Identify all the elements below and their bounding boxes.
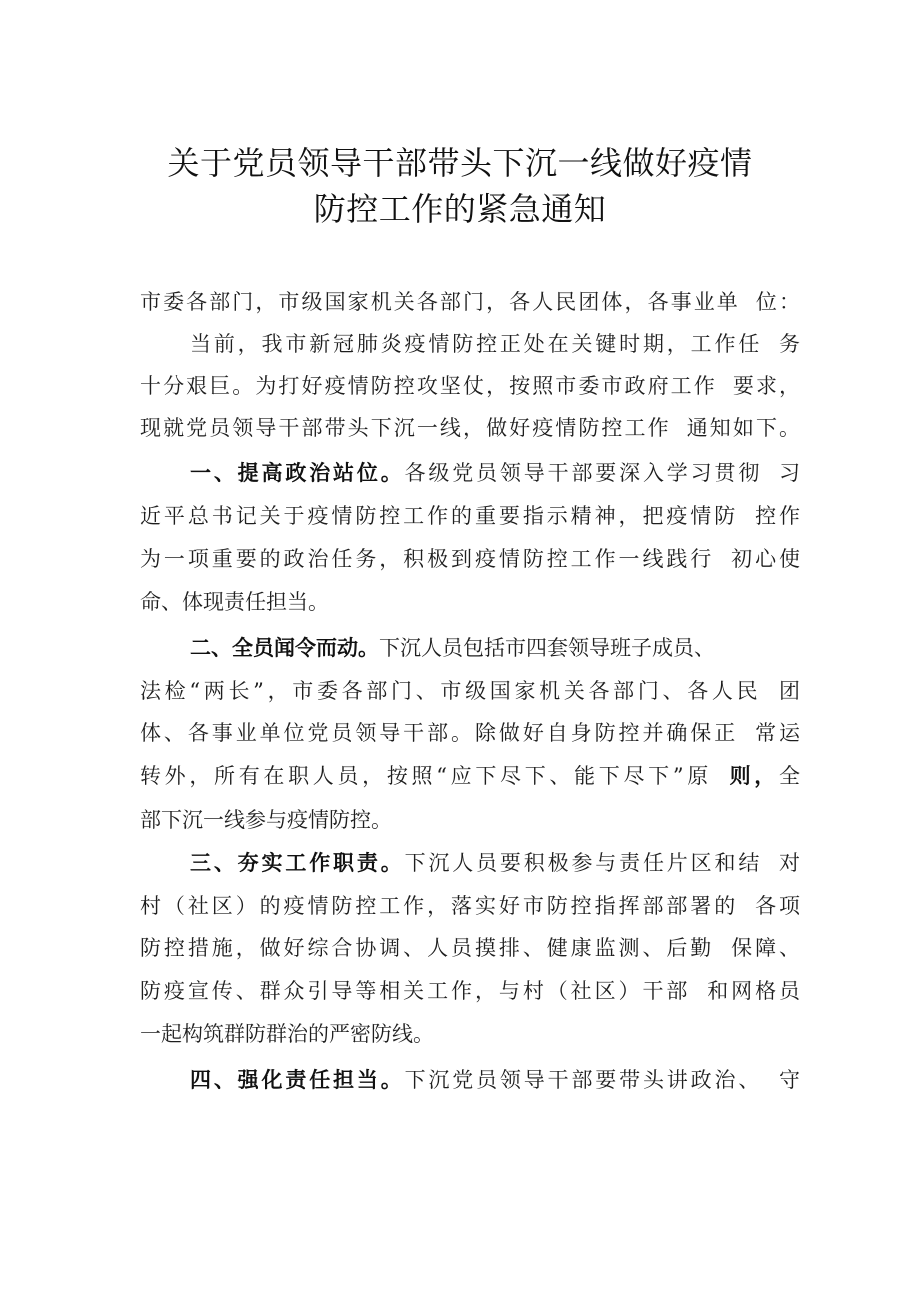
paragraph-text: 团 [775, 679, 800, 703]
paragraph-text: 现就党员领导干部带头下沉一线，做好疫情防控工作 [140, 416, 671, 440]
paragraph-line [140, 584, 800, 620]
paragraph-text: 法检“两长”，市委各部门、市级国家机关各部门、各人民 [140, 679, 762, 703]
paragraph-text: 部下沉一线参与疫情防控。 [140, 808, 392, 832]
section-1-line [190, 455, 800, 491]
paragraph-line [140, 715, 800, 751]
paragraph-line [140, 888, 800, 924]
paragraph-text: 当前，我市新冠肺炎疫情防控正处在关键时期，工作任 [190, 332, 763, 356]
paragraph-line [140, 541, 800, 577]
section-4-line [190, 1062, 800, 1098]
paragraph-text: 命、体现责任担当。 [140, 590, 329, 614]
paragraph-text: 下沉人员包括市四套领导班子成员、 [379, 636, 715, 660]
salutation-text: 市委各部门，市级国家机关各部门，各人民团体，各事业单 [140, 290, 740, 314]
paragraph-text: 常运 [752, 721, 800, 745]
paragraph-text: 对 [776, 851, 800, 875]
document-title-line-2: 防控工作的紧急通知 [313, 190, 607, 228]
section-2-line [190, 630, 800, 666]
paragraph-line [140, 1016, 800, 1052]
paragraph-line [140, 930, 800, 966]
paragraph-line [140, 498, 800, 534]
section-4-heading: 四、强化责任担当。 [190, 1068, 405, 1092]
paragraph-text: 下沉党员领导干部要带头讲政治、 [404, 1068, 763, 1092]
paragraph-text-bold: 则， [725, 764, 779, 788]
paragraph-text: 下沉人员要积极参与责任片区和结 [404, 851, 763, 875]
paragraph-text: 全 [779, 764, 800, 788]
paragraph-line [140, 973, 800, 1009]
paragraph-text: 近平总书记关于疫情防控工作的重要指示精神，把疫情防 [140, 504, 739, 528]
section-2-heading: 二、全员闻令而动。 [190, 636, 379, 660]
paragraph-text: 一起构筑群防群治的严密防线。 [140, 1022, 434, 1046]
paragraph-text: 防控措施，做好综合协调、人员摸排、健康监测、后勤 [140, 936, 715, 960]
paragraph-text: 保障、 [728, 936, 800, 960]
paragraph-text: 和网格员 [704, 979, 800, 1003]
salutation [140, 284, 800, 320]
paragraph-text: 村（社区）的疫情防控工作，落实好市防控指挥部部署的 [140, 894, 739, 918]
paragraph-line [140, 673, 800, 709]
paragraph-text: 防疫宣传、群众引导等相关工作，与村（社区）干部 [140, 979, 691, 1003]
section-3-heading: 三、夯实工作职责。 [190, 851, 405, 875]
paragraph-text: 要求， [730, 374, 800, 398]
paragraph-text: 体、各事业单位党员领导干部。除做好自身防控并确保正 [140, 721, 739, 745]
paragraph-text: 为一项重要的政治任务，积极到疫情防控工作一线践行 [140, 547, 715, 571]
section-3-line [190, 845, 800, 881]
paragraph-text: 通知如下。 [684, 416, 800, 440]
paragraph-line [140, 758, 800, 794]
paragraph-line [140, 368, 800, 404]
paragraph-line [140, 410, 800, 446]
paragraph-text: 习 [776, 461, 800, 485]
paragraph-text: 各级党员领导干部要深入学习贯彻 [404, 461, 763, 485]
paragraph-text: 十分艰巨。为打好疫情防控攻坚仗，按照市委市政府工作 [140, 374, 717, 398]
paragraph-text: 控作 [752, 504, 800, 528]
document-title-line-1: 关于党员领导干部带头下沉一线做好疫情 [167, 144, 753, 182]
paragraph-line [140, 802, 800, 838]
paragraph-text: 初心使 [728, 547, 800, 571]
paragraph-text: 守 [776, 1068, 800, 1092]
paragraph-line [190, 326, 800, 362]
paragraph-text: 各项 [752, 894, 800, 918]
salutation-text-end: 位： [753, 290, 800, 314]
paragraph-text: 务 [776, 332, 800, 356]
paragraph-text: 转外，所有在职人员，按照“应下尽下、能下尽下”原 [140, 764, 712, 788]
section-1-heading: 一、提高政治站位。 [190, 461, 405, 485]
